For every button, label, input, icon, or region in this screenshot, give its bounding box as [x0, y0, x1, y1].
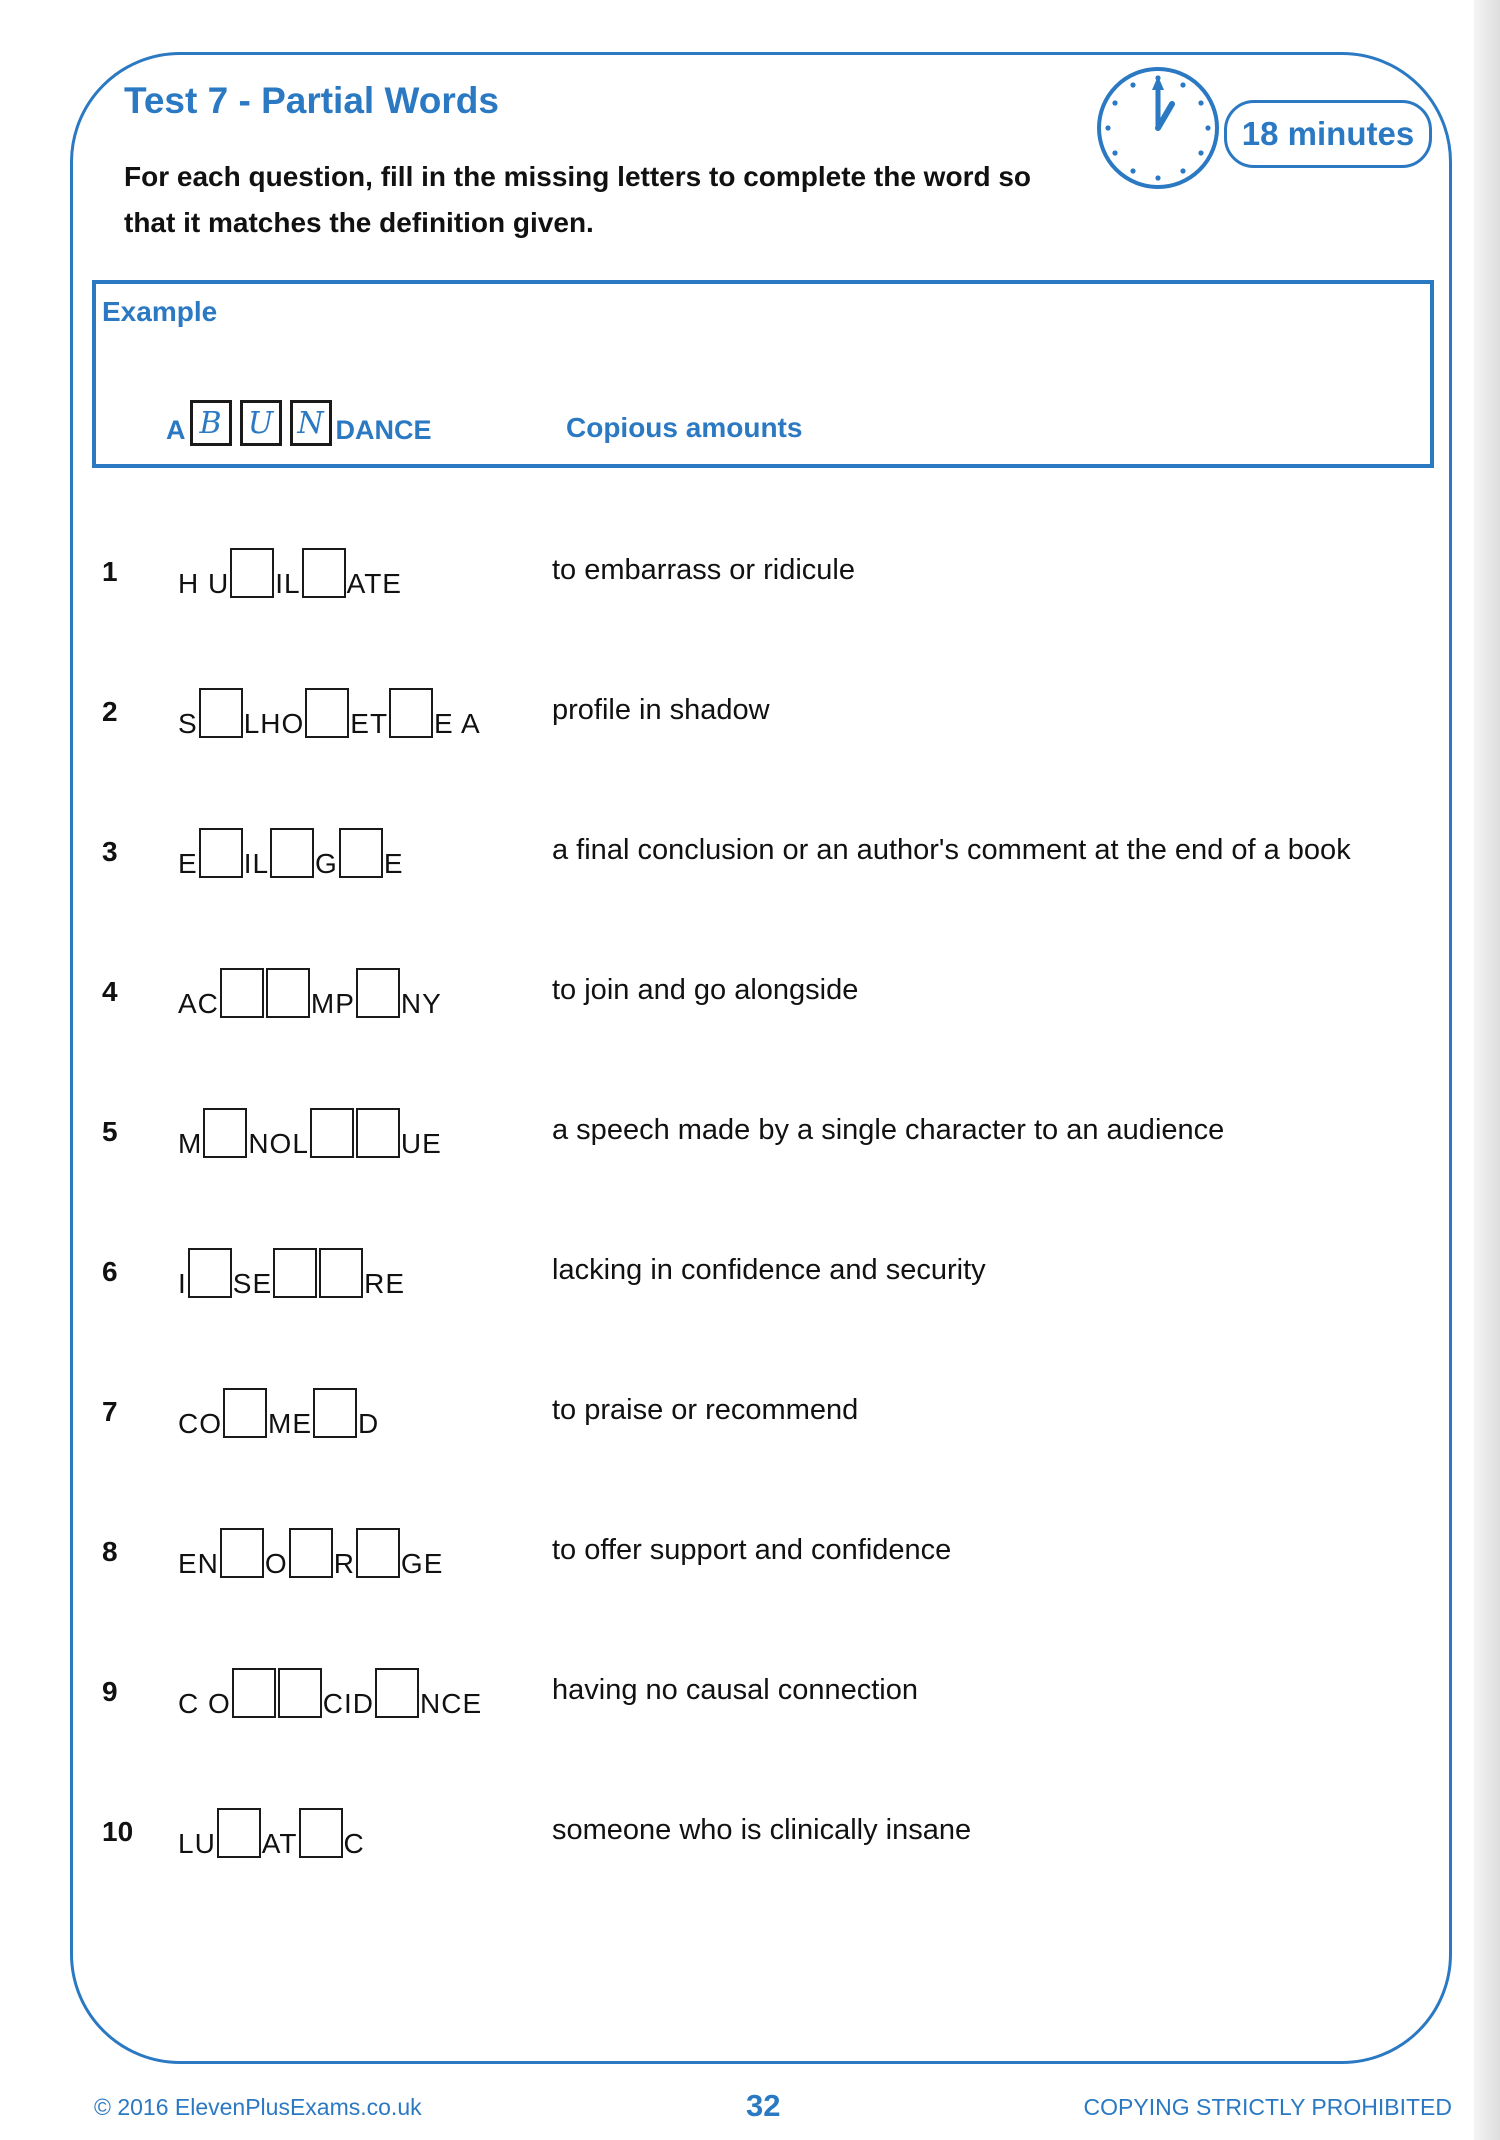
question-definition: a final conclusion or an author's comment at the end of a book — [552, 834, 1351, 866]
letter-input-box[interactable] — [203, 1108, 247, 1158]
question-row — [0, 680, 1400, 740]
partial-word — [178, 960, 442, 1018]
question-number: 7 — [102, 1396, 118, 1427]
question-definition: lacking in confidence and security — [552, 1254, 986, 1286]
word-fragment: LHO — [243, 708, 305, 739]
word-fragment: E A — [434, 708, 481, 739]
question-row — [0, 1100, 1400, 1160]
page-title: Test 7 - Partial Words — [124, 80, 499, 121]
letter-input-box[interactable] — [356, 1108, 400, 1158]
question-definition: to embarrass or ridicule — [552, 554, 855, 586]
example-suffix: DANCE — [335, 415, 432, 445]
question-number: 4 — [102, 976, 118, 1007]
word-fragment: RE — [364, 1268, 406, 1299]
letter-input-box[interactable] — [319, 1248, 363, 1298]
word-fragment: EN — [178, 1548, 219, 1579]
letter-input-box[interactable] — [223, 1388, 267, 1438]
word-fragment: ET — [350, 708, 389, 739]
word-fragment: GE — [400, 1548, 444, 1579]
footer-notice: COPYING STRICTLY PROHIBITED — [1083, 2094, 1452, 2120]
word-fragment: E — [383, 848, 404, 879]
letter-input-box[interactable] — [278, 1668, 322, 1718]
question-number: 3 — [102, 836, 118, 867]
partial-word — [178, 1240, 405, 1298]
question-number: 8 — [102, 1536, 118, 1567]
partial-word — [178, 1100, 442, 1158]
question-row — [0, 1660, 1400, 1720]
letter-input-box[interactable] — [339, 828, 383, 878]
question-row — [0, 1800, 1400, 1860]
question-definition: to praise or recommend — [552, 1394, 859, 1426]
word-fragment: MP — [310, 988, 355, 1019]
word-fragment: I — [178, 1268, 187, 1299]
letter-input-box[interactable] — [220, 968, 264, 1018]
word-fragment: CID — [322, 1688, 375, 1719]
letter-input-box[interactable] — [270, 828, 314, 878]
example-letter-box: N — [290, 400, 332, 446]
example-letter-box: B — [190, 400, 232, 446]
word-fragment: C — [343, 1828, 365, 1859]
letter-input-box[interactable] — [232, 1668, 276, 1718]
letter-input-box[interactable] — [375, 1668, 419, 1718]
word-fragment: G — [315, 848, 338, 879]
question-definition: someone who is clinically insane — [552, 1814, 972, 1846]
word-fragment: IL — [243, 848, 270, 879]
question-row — [0, 820, 1400, 880]
word-fragment: NOL — [248, 1128, 309, 1159]
example-label: Example — [102, 296, 218, 327]
partial-word — [178, 680, 481, 738]
question-definition: to offer support and confidence — [552, 1534, 952, 1566]
example-prefix: A — [166, 415, 186, 445]
partial-word — [178, 1520, 443, 1578]
question-row — [0, 1520, 1400, 1580]
word-fragment: LU — [178, 1828, 216, 1859]
letter-input-box[interactable] — [302, 548, 346, 598]
letter-input-box[interactable] — [389, 688, 433, 738]
question-row — [0, 540, 1400, 600]
letter-input-box[interactable] — [289, 1528, 333, 1578]
word-fragment: O — [264, 1548, 288, 1579]
letter-input-box[interactable] — [266, 968, 310, 1018]
word-fragment: C O — [178, 1688, 231, 1719]
letter-input-box[interactable] — [273, 1248, 317, 1298]
letter-input-box[interactable] — [188, 1248, 232, 1298]
question-definition: to join and go alongside — [552, 974, 859, 1006]
letter-input-box[interactable] — [313, 1388, 357, 1438]
word-fragment: SE — [232, 1268, 273, 1299]
page-number: 32 — [746, 2088, 781, 2123]
word-fragment: AC — [178, 988, 219, 1019]
partial-word — [178, 1800, 365, 1858]
letter-input-box[interactable] — [199, 688, 243, 738]
word-fragment: ME — [268, 1408, 312, 1439]
instructions-text: For each question, fill in the missing letters to complete the word so that it matches the definition given. — [124, 161, 1032, 238]
word-fragment: CO — [178, 1408, 222, 1439]
letter-input-box[interactable] — [217, 1808, 261, 1858]
page-edge-shadow — [1474, 0, 1500, 2140]
letter-input-box[interactable] — [299, 1808, 343, 1858]
letter-input-box[interactable] — [305, 688, 349, 738]
partial-word — [178, 540, 402, 598]
word-fragment: ATE — [346, 568, 402, 599]
letter-input-box[interactable] — [310, 1108, 354, 1158]
partial-word — [178, 820, 404, 878]
letter-input-box[interactable] — [230, 548, 274, 598]
word-fragment: H U — [178, 568, 230, 599]
question-row — [0, 1380, 1400, 1440]
question-row — [0, 1240, 1400, 1300]
example-word — [166, 400, 432, 446]
word-fragment: E — [178, 848, 198, 879]
partial-word — [178, 1660, 482, 1718]
letter-input-box[interactable] — [199, 828, 243, 878]
question-number: 2 — [102, 696, 118, 727]
word-fragment: R — [333, 1548, 355, 1579]
example-definition: Copious amounts — [566, 412, 803, 443]
word-fragment: S — [178, 708, 198, 739]
question-definition: a speech made by a single character to an audience — [552, 1114, 1225, 1146]
question-number: 1 — [102, 556, 118, 587]
time-limit-badge: 18 minutes — [1224, 100, 1432, 168]
word-fragment: NCE — [420, 1688, 483, 1719]
word-fragment: NY — [400, 988, 442, 1019]
letter-input-box[interactable] — [356, 1528, 400, 1578]
word-fragment: UE — [400, 1128, 442, 1159]
word-fragment: IL — [275, 568, 301, 599]
question-number: 5 — [102, 1116, 118, 1147]
word-fragment: D — [358, 1408, 380, 1439]
question-row — [0, 960, 1400, 1020]
letter-input-box[interactable] — [356, 968, 400, 1018]
question-definition: having no causal connection — [552, 1674, 918, 1706]
question-number: 10 — [102, 1816, 134, 1847]
clock-icon — [1094, 64, 1222, 192]
question-number: 9 — [102, 1676, 118, 1707]
word-fragment: M — [178, 1128, 203, 1159]
word-fragment: AT — [261, 1828, 298, 1859]
partial-word — [178, 1380, 379, 1438]
question-definition: profile in shadow — [552, 694, 770, 726]
example-letter-box: U — [240, 400, 282, 446]
question-number: 6 — [102, 1256, 118, 1287]
example-box — [92, 280, 1434, 468]
footer-copyright: © 2016 ElevenPlusExams.co.uk — [94, 2094, 422, 2120]
letter-input-box[interactable] — [220, 1528, 264, 1578]
